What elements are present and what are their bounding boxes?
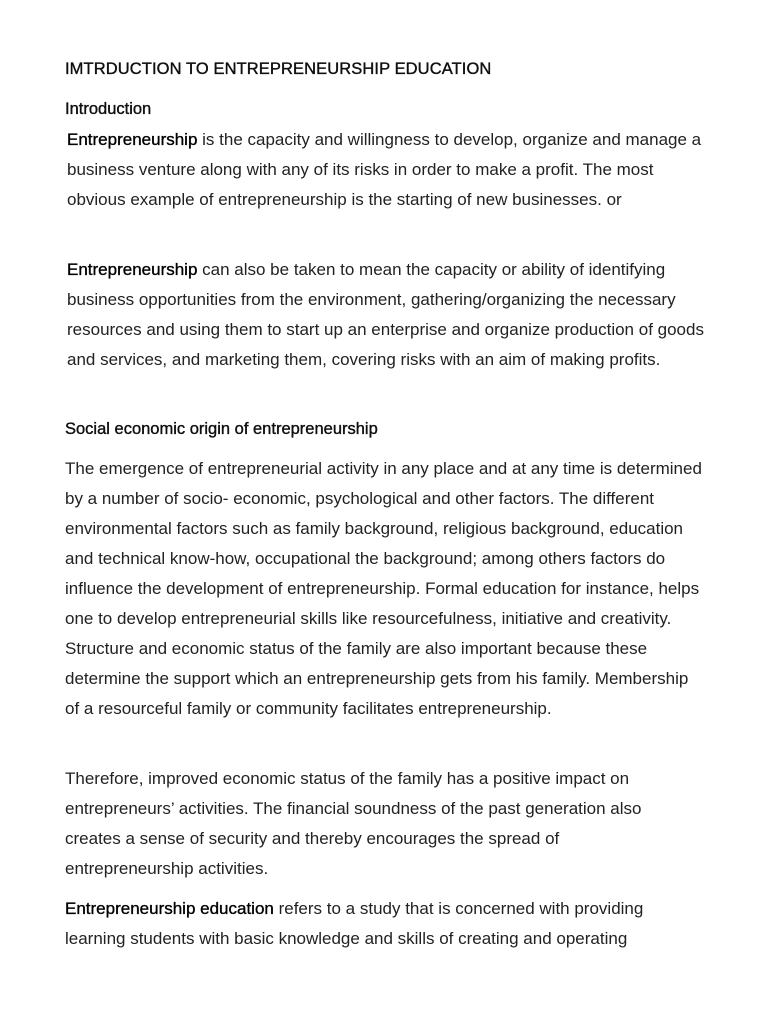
- paragraph-3-text: The emergence of entrepreneurial activity in any place and at any time is determined by a number of socio- economic, psychological and other factors. The different environmental factors such as family background, religious background, education and technical know-how, occupational the background; among others factors do influence the development of entrepreneurship. Formal education for instance, helps one to develop entrepreneurial skills like resourcefulness, initiative and creativity. Structure and economic status of the family are also important because these determine the support which an entrepreneurship gets from his family. Membership of a resourceful family or community facilitates entrepreneurship.: [65, 459, 702, 718]
- term-entrepreneurship-education: Entrepreneurship education: [65, 899, 274, 918]
- introduction-heading: Introduction: [65, 100, 152, 118]
- paragraph-1-text: is the capacity and willingness to develop, organize and manage a business venture along with any of its risks in order to make a profit. The most obvious example of entrepreneurship is the starting of new businesses. or: [67, 130, 702, 209]
- term-entrepreneurship: Entrepreneurship: [67, 130, 198, 149]
- paragraph-entrepreneurship-definition: [67, 125, 707, 215]
- social-origin-heading: Social economic origin of entrepreneurship: [65, 420, 378, 438]
- paragraph-5-text: refers to a study that is concerned with providing learning students with basic knowledge and skills of creating and operating: [65, 899, 644, 948]
- paragraph-2-text: can also be taken to mean the capacity or ability of identifying business opportunities from the environment, gathering/organizing the necessary resources and using them to start up an enterprise and organize production of goods and services, and marketing them, covering risks with an aim of making profits.: [67, 260, 704, 369]
- term-entrepreneurship-2: Entrepreneurship: [67, 260, 198, 279]
- paragraph-entrepreneurship-alternative: [67, 255, 707, 375]
- document-title: IMTRDUCTION TO ENTREPRENEURSHIP EDUCATION: [65, 60, 492, 78]
- paragraph-entrepreneurship-education: [65, 894, 705, 954]
- paragraph-social-origin: [65, 454, 705, 724]
- paragraph-economic-status: [65, 764, 685, 884]
- paragraph-4-text: Therefore, improved economic status of the family has a positive impact on entrepreneurs’ activities. The financial soundness of the past generation also creates a sense of security and thereby encourages the spread of entrepreneurship activities.: [65, 769, 642, 878]
